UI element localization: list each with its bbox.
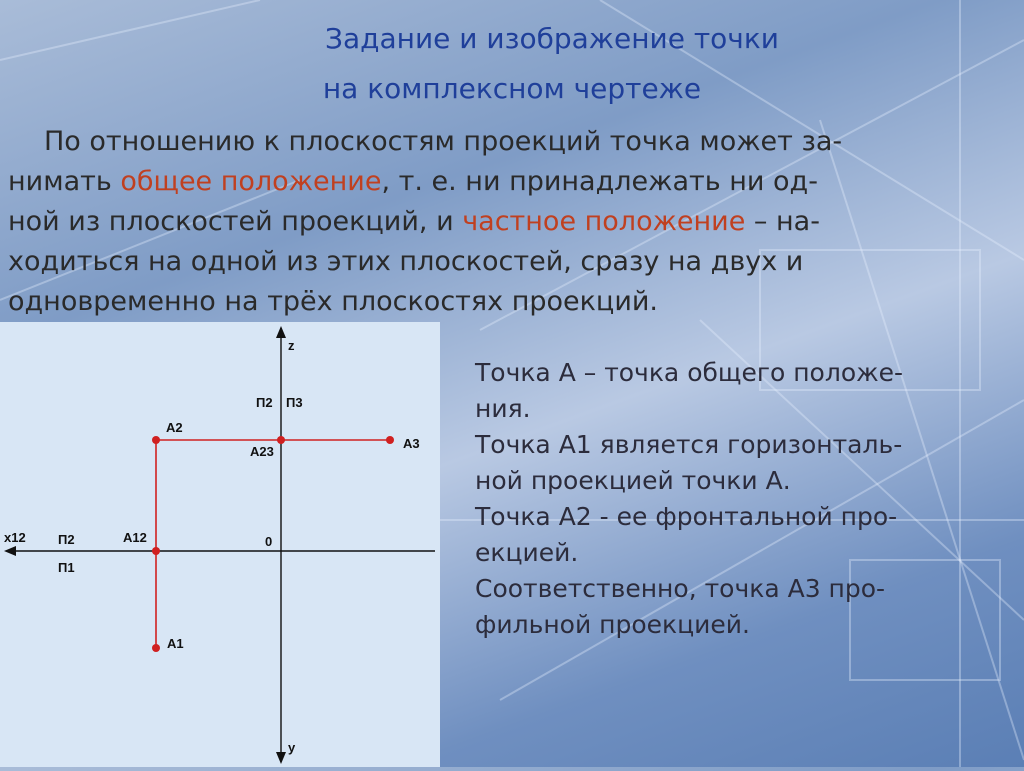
- explanation-line: ния.: [475, 394, 531, 423]
- general-position-term: общее положение: [120, 166, 382, 197]
- label-a12: A12: [123, 530, 147, 545]
- intro-line-3a: ной из плоскостей проекций, и: [8, 206, 463, 237]
- label-p3-top: П3: [286, 395, 303, 410]
- label-y: y: [288, 740, 296, 755]
- explanation-line: Точка А1 является горизонталь-: [475, 430, 903, 459]
- explanation-line: фильной проекцией.: [475, 610, 750, 639]
- x-axis-arrow: [4, 546, 16, 556]
- point-a3: [386, 436, 394, 444]
- label-a23: A23: [250, 444, 274, 459]
- intro-paragraph: [8, 122, 1013, 322]
- intro-line-3c: – на-: [745, 206, 820, 237]
- particular-position-term: частное положение: [462, 206, 746, 237]
- explanation-text: [475, 355, 1015, 643]
- y-axis-arrow: [276, 752, 286, 764]
- intro-line-2a: нимать: [8, 166, 121, 197]
- point-a2: [152, 436, 160, 444]
- label-a2: A2: [166, 420, 183, 435]
- explanation-line: екцией.: [475, 538, 579, 567]
- point-a12: [152, 547, 160, 555]
- slide-title-line-1: Задание и изображение точки: [325, 22, 779, 55]
- explanation-line: Точка А – точка общего положе-: [475, 358, 904, 387]
- explanation-line: ной проекцией точки А.: [475, 466, 791, 495]
- label-x12: x12: [4, 530, 26, 545]
- intro-line-4: ходиться на одной из этих плоскостей, сразу на двух и: [8, 246, 804, 277]
- label-origin: 0: [265, 534, 273, 549]
- label-p2-top: П2: [256, 395, 273, 410]
- label-a1: A1: [167, 636, 184, 651]
- point-a1: [152, 644, 160, 652]
- label-z: z: [288, 338, 295, 353]
- label-p2-left: П2: [58, 532, 75, 547]
- intro-line-2c: , т. е. ни принадлежать ни од-: [381, 166, 818, 197]
- intro-line-1: По отношению к плоскостям проекций точка может за-: [44, 126, 843, 157]
- intro-line-5: одновременно на трёх плоскостях проекций.: [8, 286, 658, 317]
- explanation-line: Соответственно, точка А3 про-: [475, 574, 886, 603]
- slide-title-line-2: на комплексном чертеже: [322, 72, 702, 105]
- z-axis-arrow: [276, 326, 286, 338]
- label-a3: A3: [403, 436, 420, 451]
- complex-drawing-panel: [0, 322, 440, 767]
- complex-drawing: [0, 322, 440, 767]
- explanation-line: Точка А2 - ее фронтальной про-: [475, 502, 898, 531]
- label-p1-left: П1: [58, 560, 75, 575]
- point-a23: [277, 436, 285, 444]
